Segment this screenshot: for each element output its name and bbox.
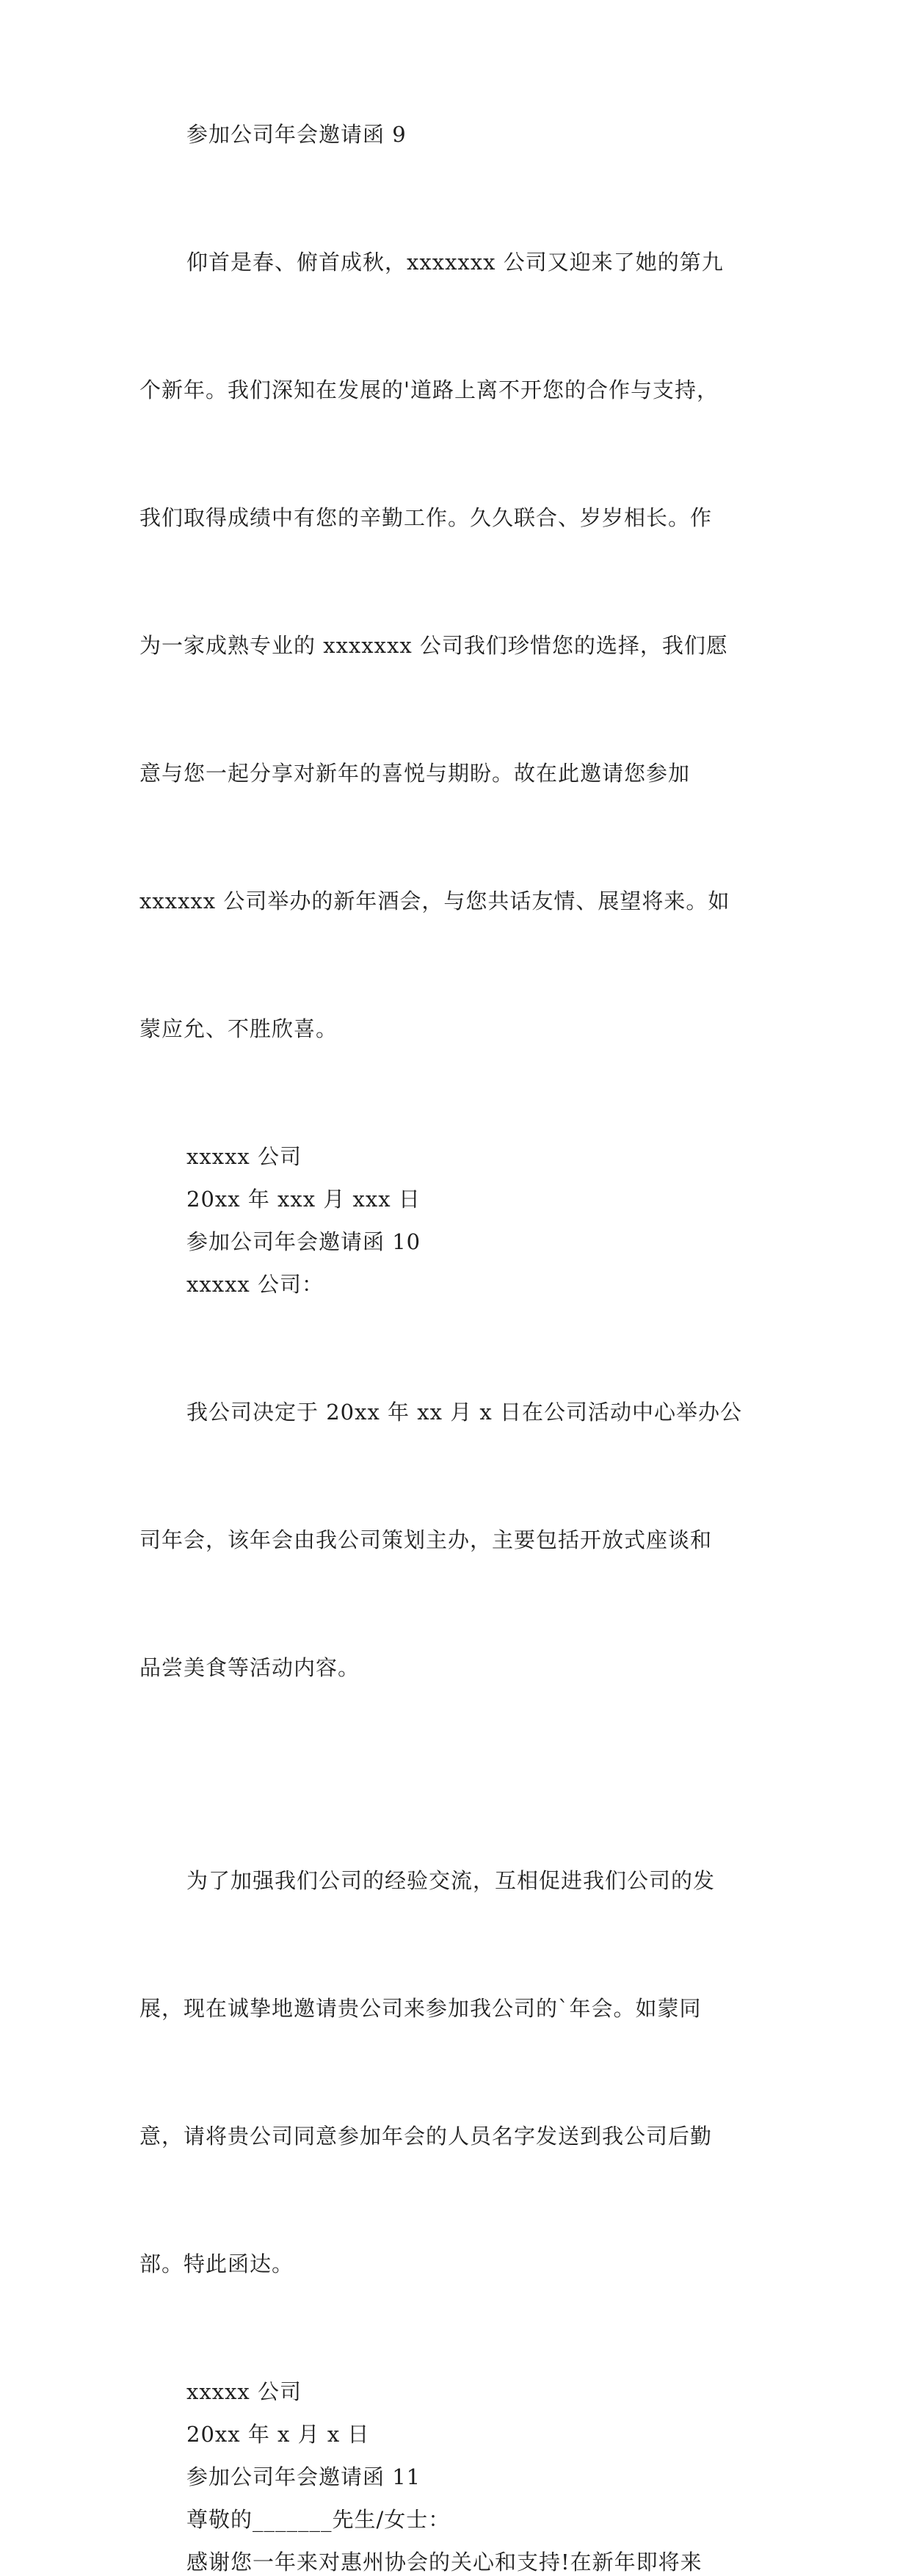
body-line: 为一家成熟专业的 xxxxxxx 公司我们珍惜您的选择，我们愿 bbox=[139, 633, 728, 658]
section-9-heading: 参加公司年会邀请函 9 bbox=[186, 122, 407, 147]
body-line: 蒙应允、不胜欣喜。 bbox=[139, 1016, 338, 1041]
body-line: 意，请将贵公司同意参加年会的人员名字发送到我公司后勤 bbox=[139, 2124, 713, 2149]
body-line: 我公司决定于 20xx 年 xx 月 x 日在公司活动中心举办公 bbox=[186, 1400, 742, 1425]
section-11-salutation: 尊敬的_______先生/女士： bbox=[186, 2507, 451, 2532]
section-10-date: 20xx 年 x 月 x 日 bbox=[186, 2422, 370, 2447]
section-10-signature: xxxxx 公司 bbox=[186, 2379, 302, 2404]
section-10-salutation: xxxxx 公司： bbox=[186, 1272, 324, 1297]
body-line: 品尝美食等活动内容。 bbox=[139, 1655, 360, 1680]
body-line: 部。特此函达。 bbox=[139, 2251, 294, 2276]
body-line: 意与您一起分享对新年的喜悦与期盼。故在此邀请您参加 bbox=[139, 761, 691, 786]
section-9-signature: xxxxx 公司 bbox=[186, 1144, 302, 1169]
section-10-heading: 参加公司年会邀请函 10 bbox=[186, 1229, 421, 1254]
section-11-heading: 参加公司年会邀请函 11 bbox=[186, 2464, 421, 2489]
body-line: 我们取得成绩中有您的辛勤工作。久久联合、岁岁相长。作 bbox=[139, 505, 713, 530]
section-10-paragraph-2 bbox=[139, 1774, 785, 2370]
section-10-paragraph-1 bbox=[139, 1306, 785, 1774]
body-line: 为了加强我们公司的经验交流，互相促进我们公司的发 bbox=[186, 1868, 716, 1893]
section-9-body bbox=[139, 156, 785, 1135]
body-line: 仰首是春、俯首成秋，xxxxxxx 公司又迎来了她的第九 bbox=[186, 250, 724, 275]
body-line: 司年会，该年会由我公司策划主办，主要包括开放式座谈和 bbox=[139, 1527, 713, 1552]
document-content bbox=[139, 113, 785, 2576]
body-line: xxxxxx 公司举办的新年酒会，与您共话友情、展望将来。如 bbox=[139, 889, 730, 913]
body-line: 展，现在诚挚地邀请贵公司来参加我公司的`年会。如蒙同 bbox=[139, 1996, 702, 2021]
body-line: 个新年。我们深知在发展的'道路上离不开您的合作与支持， bbox=[139, 377, 719, 402]
section-11-body: 感谢您一年来对惠州协会的关心和支持!在新年即将来 bbox=[186, 2550, 703, 2575]
section-9-date: 20xx 年 xxx 月 xxx 日 bbox=[186, 1187, 421, 1212]
